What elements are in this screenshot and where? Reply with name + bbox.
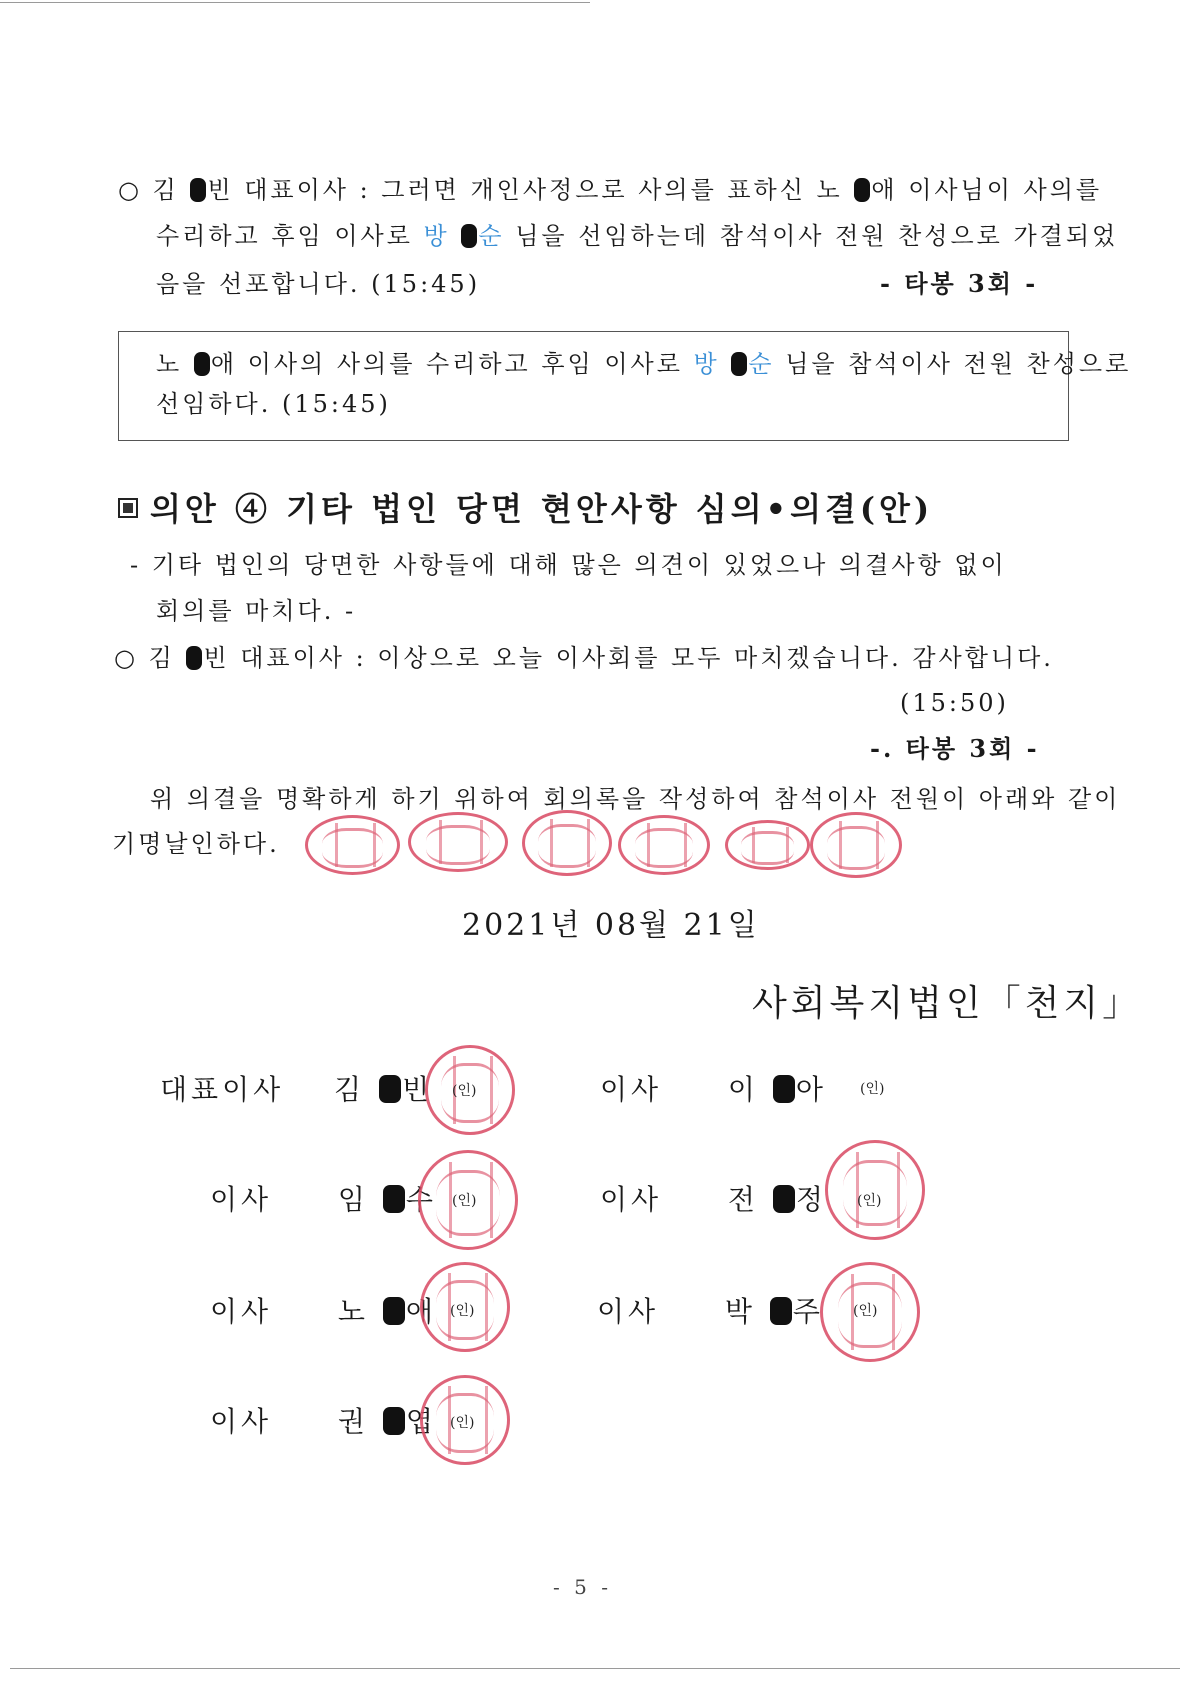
signatory-director xyxy=(210,1178,437,1218)
signatory-name-last: 빈 xyxy=(401,1073,434,1106)
signatory-role: 이사 xyxy=(597,1295,660,1328)
signatory-name-last: 수 xyxy=(405,1183,437,1216)
closing-prefix: ○ 김 xyxy=(114,644,186,672)
signatory-name-first: 전 xyxy=(727,1183,772,1216)
square-bullet-icon xyxy=(118,498,138,518)
signatory-director xyxy=(210,1290,437,1330)
page-number: - 5 - xyxy=(553,1575,612,1599)
para1-line2-b: 님을 선임하는데 참석이사 전원 찬성으로 가결되었 xyxy=(504,222,1119,250)
seal-stamp xyxy=(618,815,710,875)
signatory-name-last: 주 xyxy=(792,1295,824,1328)
box-line1-b: 애 이사의 사의를 수리하고 후임 이사로 xyxy=(210,350,694,378)
agenda4-heading xyxy=(118,484,933,530)
para1-gavel: - 타봉 3회 - xyxy=(880,269,1039,298)
redaction-mark xyxy=(194,352,210,376)
signatory-role: 이사 xyxy=(600,1183,663,1216)
signatory-name-last: 애 xyxy=(405,1295,437,1328)
para1-line3: 음을 선포합니다. (15:45) xyxy=(156,270,481,298)
agenda4-gavel: -. 타봉 3회 - xyxy=(870,734,1040,763)
redaction-mark xyxy=(186,646,202,670)
redaction-mark xyxy=(731,352,747,376)
agenda4-closing xyxy=(114,644,1054,673)
redaction-mark xyxy=(190,178,206,202)
redaction-mark xyxy=(773,1185,795,1213)
para1-line1-prefix: ○ 김 xyxy=(118,176,190,204)
new-director-name-first: 방 xyxy=(423,222,461,250)
in-mark: (인) xyxy=(452,1083,477,1099)
signatory-director xyxy=(210,1400,437,1440)
agenda4-note1: - 기타 법인의 당면한 사항들에 대해 많은 의견이 있었으나 의결사항 없이 xyxy=(130,551,1007,579)
in-mark: (인) xyxy=(857,1193,882,1209)
signatory-name-first: 노 xyxy=(337,1295,382,1328)
scan-line-bottom xyxy=(10,1668,1180,1669)
redaction-mark xyxy=(383,1297,405,1325)
redaction-mark xyxy=(854,178,870,202)
para1-line1-suffix: 빈 대표이사 : 그러면 개인사정으로 사의를 표하신 노 xyxy=(207,176,854,204)
closing-suffix: 빈 대표이사 : 이상으로 오늘 이사회를 모두 마치겠습니다. 감사합니다. xyxy=(203,644,1054,672)
signatory-name-first: 권 xyxy=(337,1405,382,1438)
signatory-ceo xyxy=(160,1068,433,1108)
redaction-mark xyxy=(770,1297,792,1325)
resolution-box xyxy=(118,331,1069,441)
conclusion-line2: 기명날인하다. xyxy=(112,830,280,858)
in-mark: (인) xyxy=(450,1303,475,1319)
conclusion-line1: 위 의결을 명확하게 하기 위하여 회의록을 작성하여 참석이사 전원이 아래와 같이 xyxy=(150,785,1121,813)
signatory-name-first: 임 xyxy=(337,1183,382,1216)
in-mark: (인) xyxy=(853,1303,878,1319)
redaction-mark xyxy=(461,224,477,248)
box-director-name-first: 방 xyxy=(693,350,731,378)
redaction-mark xyxy=(379,1075,401,1103)
agenda4-note2: 회의를 마치다. - xyxy=(156,597,357,625)
signatory-role: 대표이사 xyxy=(160,1073,285,1106)
redaction-mark xyxy=(383,1185,405,1213)
seal-stamp xyxy=(810,812,902,878)
signatory-name-last: 정 xyxy=(795,1183,827,1216)
in-mark: (인) xyxy=(860,1081,885,1097)
para1-line2-a: 수리하고 후임 이사로 xyxy=(156,222,424,250)
signatory-role: 이사 xyxy=(210,1405,273,1438)
signatory-director xyxy=(600,1178,827,1218)
seal-stamp xyxy=(305,815,400,875)
scan-line-top xyxy=(0,2,590,3)
box-director-name-last: 순 xyxy=(748,350,775,378)
box-line2: 선임하다. (15:45) xyxy=(156,390,391,418)
para1-line1-suffix2: 애 이사님이 사의를 xyxy=(871,176,1103,204)
para1-line2 xyxy=(156,222,1118,251)
signatory-name-last: 아 xyxy=(795,1073,827,1106)
agenda4-heading-text: 의안 ④ 기타 법인 당면 현안사항 심의•의결(안) xyxy=(150,490,934,528)
signatory-role: 이사 xyxy=(210,1295,273,1328)
signatory-director xyxy=(600,1068,827,1108)
redaction-mark xyxy=(773,1075,795,1103)
organization-name: 사회복지법인「천지」 xyxy=(752,983,1143,1024)
signatory-name-first: 박 xyxy=(724,1295,769,1328)
box-line1-a: 노 xyxy=(156,350,193,378)
para1-line1 xyxy=(118,176,1102,205)
signatory-name-first: 김 xyxy=(334,1073,378,1106)
seal-stamp xyxy=(522,810,612,876)
seal-stamp xyxy=(408,812,508,872)
box-line1 xyxy=(156,350,1131,379)
signatory-role: 이사 xyxy=(210,1183,273,1216)
agenda4-time: (15:50) xyxy=(900,689,1009,717)
signatory-role: 이사 xyxy=(600,1073,663,1106)
signatory-director xyxy=(597,1290,824,1330)
signatory-name-first: 이 xyxy=(727,1073,772,1106)
meeting-date: 2021년 08월 21일 xyxy=(462,908,760,943)
seal-stamp xyxy=(725,820,810,870)
in-mark: (인) xyxy=(452,1193,477,1209)
redaction-mark xyxy=(383,1407,405,1435)
new-director-name-last: 순 xyxy=(478,222,505,250)
signatory-name-last: 엽 xyxy=(405,1405,437,1438)
in-mark: (인) xyxy=(450,1415,475,1431)
box-line1-c: 님을 참석이사 전원 찬성으로 xyxy=(774,350,1132,378)
